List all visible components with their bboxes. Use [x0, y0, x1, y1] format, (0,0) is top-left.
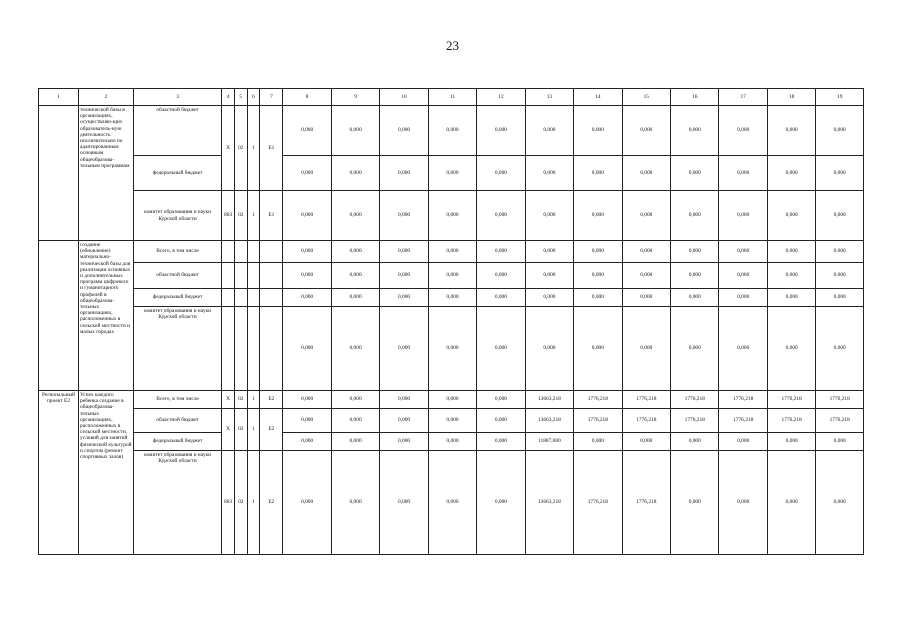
code-cell	[260, 263, 283, 289]
value-cell: 0,000	[574, 106, 622, 156]
value-cell: 0,000	[283, 289, 331, 307]
value-cell: 0,000	[380, 433, 428, 451]
value-cell: 0,000	[719, 156, 767, 191]
value-cell: 0,000	[574, 241, 622, 263]
table-row	[39, 451, 864, 555]
project-name: Региональный проект Е2	[39, 391, 79, 555]
code-cell: 803	[222, 191, 235, 241]
code-cell: 803	[222, 451, 235, 555]
value-cell: 1776,218	[719, 391, 767, 409]
value-cell: 0,000	[428, 241, 476, 263]
value-cell: 0,000	[525, 289, 573, 307]
value-cell: 0,000	[283, 263, 331, 289]
value-cell: 1776,218	[574, 409, 622, 433]
value-cell: 0,000	[380, 191, 428, 241]
code-cell: Е1	[260, 106, 283, 191]
value-cell: 0,000	[767, 451, 815, 555]
value-cell: 0,000	[622, 156, 670, 191]
value-cell: 0,000	[477, 391, 525, 409]
value-cell: 0,000	[380, 156, 428, 191]
column-number-cell: 16	[671, 89, 719, 106]
table-row	[39, 106, 864, 156]
column-number-cell: 15	[622, 89, 670, 106]
measure-description: технической базы в организациях, осуществляю-щих образователь-ную деятельность исключительно по адаптированным основным общеобразова-тельным программам	[79, 106, 134, 241]
value-cell: 0,000	[477, 289, 525, 307]
code-cell	[247, 289, 260, 307]
value-cell: 1776,218	[671, 409, 719, 433]
header-row	[39, 89, 864, 106]
value-cell: 0,000	[622, 307, 670, 391]
value-cell: 0,000	[767, 289, 815, 307]
value-cell: 0,000	[477, 409, 525, 433]
code-cell	[234, 307, 247, 391]
column-number-cell: 4	[222, 89, 235, 106]
value-cell: 1776,218	[574, 451, 622, 555]
code-cell: 02	[234, 391, 247, 409]
budget-table	[38, 88, 864, 555]
column-number-cell: 6	[247, 89, 260, 106]
table-row	[39, 191, 864, 241]
value-cell: 0,000	[283, 191, 331, 241]
value-cell: 0,000	[767, 241, 815, 263]
code-cell: 02	[234, 409, 247, 451]
value-cell: 0,000	[477, 263, 525, 289]
value-cell: 0,000	[331, 391, 379, 409]
value-cell: 0,000	[380, 409, 428, 433]
code-cell: 02	[234, 191, 247, 241]
value-cell: 11887,000	[525, 433, 573, 451]
value-cell: 0,000	[331, 263, 379, 289]
value-cell: 0,000	[767, 106, 815, 156]
code-cell: Х	[222, 391, 235, 409]
value-cell: 1776,218	[816, 409, 864, 433]
column-number-cell: 9	[331, 89, 379, 106]
value-cell: 1776,218	[622, 391, 670, 409]
value-cell: 0,000	[331, 307, 379, 391]
value-cell: 0,000	[767, 191, 815, 241]
table-row	[39, 307, 864, 391]
value-cell: 0,000	[671, 241, 719, 263]
value-cell: 0,000	[525, 191, 573, 241]
value-cell: 0,000	[380, 451, 428, 555]
value-cell: 0,000	[816, 451, 864, 555]
value-cell: 0,000	[816, 307, 864, 391]
value-cell: 0,000	[428, 263, 476, 289]
value-cell: 0,000	[477, 156, 525, 191]
code-cell: 1	[247, 409, 260, 451]
column-number-cell: 14	[574, 89, 622, 106]
value-cell: 0,000	[622, 191, 670, 241]
value-cell: 0,000	[719, 263, 767, 289]
code-cell	[234, 241, 247, 263]
value-cell: 0,000	[428, 289, 476, 307]
code-cell: 1	[247, 106, 260, 191]
code-cell	[222, 289, 235, 307]
value-cell: 0,000	[331, 409, 379, 433]
value-cell: 0,000	[477, 191, 525, 241]
value-cell: 1776,218	[671, 391, 719, 409]
code-cell: 1	[247, 191, 260, 241]
value-cell: 0,000	[477, 241, 525, 263]
value-cell: 0,000	[816, 241, 864, 263]
column-number-cell: 17	[719, 89, 767, 106]
value-cell: 13663,218	[525, 391, 573, 409]
value-cell: 0,000	[767, 307, 815, 391]
funding-source: областной бюджет	[133, 409, 222, 433]
value-cell: 0,000	[380, 241, 428, 263]
table-row	[39, 289, 864, 307]
value-cell: 0,000	[477, 307, 525, 391]
funding-source: комитет образования и науки Курской области	[133, 191, 222, 241]
col1-cell	[39, 106, 79, 241]
funding-source: Всего, в том числе	[133, 241, 222, 263]
value-cell: 0,000	[671, 451, 719, 555]
value-cell: 0,000	[331, 451, 379, 555]
value-cell: 1776,218	[767, 409, 815, 433]
value-cell: 0,000	[477, 106, 525, 156]
value-cell: 0,000	[622, 433, 670, 451]
value-cell: 0,000	[331, 433, 379, 451]
column-number-cell: 8	[283, 89, 331, 106]
value-cell: 0,000	[671, 307, 719, 391]
value-cell: 0,000	[283, 106, 331, 156]
value-cell: 0,000	[380, 106, 428, 156]
value-cell: 0,000	[283, 451, 331, 555]
value-cell: 1776,218	[574, 391, 622, 409]
value-cell: 0,000	[380, 289, 428, 307]
value-cell: 0,000	[525, 307, 573, 391]
value-cell: 0,000	[525, 106, 573, 156]
value-cell: 0,000	[574, 307, 622, 391]
value-cell: 0,000	[331, 156, 379, 191]
value-cell: 0,000	[380, 307, 428, 391]
code-cell: 02	[234, 106, 247, 191]
value-cell: 0,000	[380, 263, 428, 289]
value-cell: 0,000	[622, 263, 670, 289]
value-cell: 0,000	[283, 307, 331, 391]
value-cell: 0,000	[767, 156, 815, 191]
column-number-cell: 13	[525, 89, 573, 106]
value-cell: 0,000	[428, 409, 476, 433]
value-cell: 1776,218	[622, 451, 670, 555]
code-cell	[260, 307, 283, 391]
code-cell: 02	[234, 451, 247, 555]
code-cell: Е2	[260, 451, 283, 555]
value-cell: 0,000	[574, 156, 622, 191]
column-number-cell: 7	[260, 89, 283, 106]
value-cell: 0,000	[331, 106, 379, 156]
value-cell: 13663,218	[525, 451, 573, 555]
code-cell: 1	[247, 451, 260, 555]
column-number-cell: 2	[79, 89, 134, 106]
value-cell: 1776,218	[816, 391, 864, 409]
table-row	[39, 156, 864, 191]
value-cell: 0,000	[816, 289, 864, 307]
value-cell: 0,000	[719, 289, 767, 307]
column-number-cell: 11	[428, 89, 476, 106]
value-cell: 13663,218	[525, 409, 573, 433]
value-cell: 0,000	[477, 451, 525, 555]
value-cell: 0,000	[283, 409, 331, 433]
value-cell: 0,000	[428, 156, 476, 191]
column-number-cell: 19	[816, 89, 864, 106]
value-cell: 0,000	[767, 433, 815, 451]
value-cell: 0,000	[283, 433, 331, 451]
funding-source: областной бюджет	[133, 263, 222, 289]
code-cell	[260, 289, 283, 307]
value-cell: 0,000	[816, 433, 864, 451]
value-cell: 0,000	[428, 391, 476, 409]
table-row	[39, 391, 864, 409]
value-cell: 0,000	[574, 289, 622, 307]
table-row	[39, 433, 864, 451]
code-cell	[247, 263, 260, 289]
code-cell	[247, 307, 260, 391]
value-cell: 0,000	[622, 106, 670, 156]
value-cell: 0,000	[283, 156, 331, 191]
value-cell: 0,000	[477, 433, 525, 451]
code-cell: Е2	[260, 409, 283, 451]
value-cell: 0,000	[380, 391, 428, 409]
value-cell: 0,000	[719, 191, 767, 241]
table-row	[39, 409, 864, 433]
page-number: 23	[446, 38, 459, 53]
value-cell: 0,000	[574, 191, 622, 241]
value-cell: 0,000	[525, 156, 573, 191]
value-cell: 0,000	[719, 451, 767, 555]
funding-source: комитет образования и науки Курской области	[133, 451, 222, 555]
value-cell: 0,000	[574, 263, 622, 289]
column-number-cell: 3	[133, 89, 222, 106]
value-cell: 0,000	[331, 191, 379, 241]
value-cell: 0,000	[671, 106, 719, 156]
funding-source: областной бюджет	[133, 106, 222, 156]
value-cell: 0,000	[622, 241, 670, 263]
value-cell: 0,000	[428, 433, 476, 451]
value-cell: 0,000	[719, 241, 767, 263]
funding-source: федеральный бюджет	[133, 433, 222, 451]
value-cell: 0,000	[816, 191, 864, 241]
value-cell: 0,000	[816, 106, 864, 156]
code-cell: Х	[222, 409, 235, 451]
value-cell: 0,000	[283, 391, 331, 409]
value-cell: 0,000	[525, 263, 573, 289]
value-cell: 0,000	[428, 191, 476, 241]
column-number-cell: 1	[39, 89, 79, 106]
code-cell	[222, 307, 235, 391]
code-cell: Е2	[260, 391, 283, 409]
value-cell: 0,000	[816, 156, 864, 191]
value-cell: 0,000	[428, 307, 476, 391]
value-cell: 0,000	[767, 263, 815, 289]
value-cell: 0,000	[671, 263, 719, 289]
value-cell: 0,000	[671, 289, 719, 307]
code-cell: Х	[222, 106, 235, 191]
value-cell: 0,000	[283, 241, 331, 263]
funding-source: комитет образования и науки Курской области	[133, 307, 222, 391]
table-row	[39, 263, 864, 289]
code-cell	[234, 263, 247, 289]
value-cell: 0,000	[719, 433, 767, 451]
funding-source: федеральный бюджет	[133, 156, 222, 191]
funding-source: Всего, в том числе	[133, 391, 222, 409]
code-cell	[247, 241, 260, 263]
value-cell: 0,000	[671, 191, 719, 241]
value-cell: 0,000	[525, 241, 573, 263]
value-cell: 1776,218	[767, 391, 815, 409]
value-cell: 0,000	[671, 156, 719, 191]
value-cell: 0,000	[671, 433, 719, 451]
code-cell	[222, 263, 235, 289]
code-cell: Е1	[260, 191, 283, 241]
code-cell	[234, 289, 247, 307]
table-row	[39, 241, 864, 263]
code-cell: 1	[247, 391, 260, 409]
value-cell: 0,000	[622, 289, 670, 307]
code-cell	[222, 241, 235, 263]
value-cell: 0,000	[428, 106, 476, 156]
value-cell: 0,000	[331, 241, 379, 263]
column-number-cell: 5	[234, 89, 247, 106]
measure-description: создание (обновление) материально-технической базы для реализации основных и дополнительных программ цифрового и гуманитарного профилей в общеобразова-тельных организациях, расположенных в сельской местности и малых городах	[79, 241, 134, 391]
value-cell: 1776,218	[719, 409, 767, 433]
funding-source: федеральный бюджет	[133, 289, 222, 307]
value-cell: 0,000	[574, 433, 622, 451]
value-cell: 0,000	[331, 289, 379, 307]
measure-description: Успех каждого ребенка создание в общеобразова-тельных организациях, расположенных в сельской местности, условий для занятий физической культурой и спортом (ремонт спортивных залов)	[79, 391, 134, 555]
value-cell: 1776,218	[622, 409, 670, 433]
code-cell	[260, 241, 283, 263]
column-number-cell: 10	[380, 89, 428, 106]
column-number-cell: 18	[767, 89, 815, 106]
column-number-cell: 12	[477, 89, 525, 106]
value-cell: 0,000	[816, 263, 864, 289]
value-cell: 0,000	[719, 106, 767, 156]
value-cell: 0,000	[719, 307, 767, 391]
col1-cell	[39, 241, 79, 391]
value-cell: 0,000	[428, 451, 476, 555]
